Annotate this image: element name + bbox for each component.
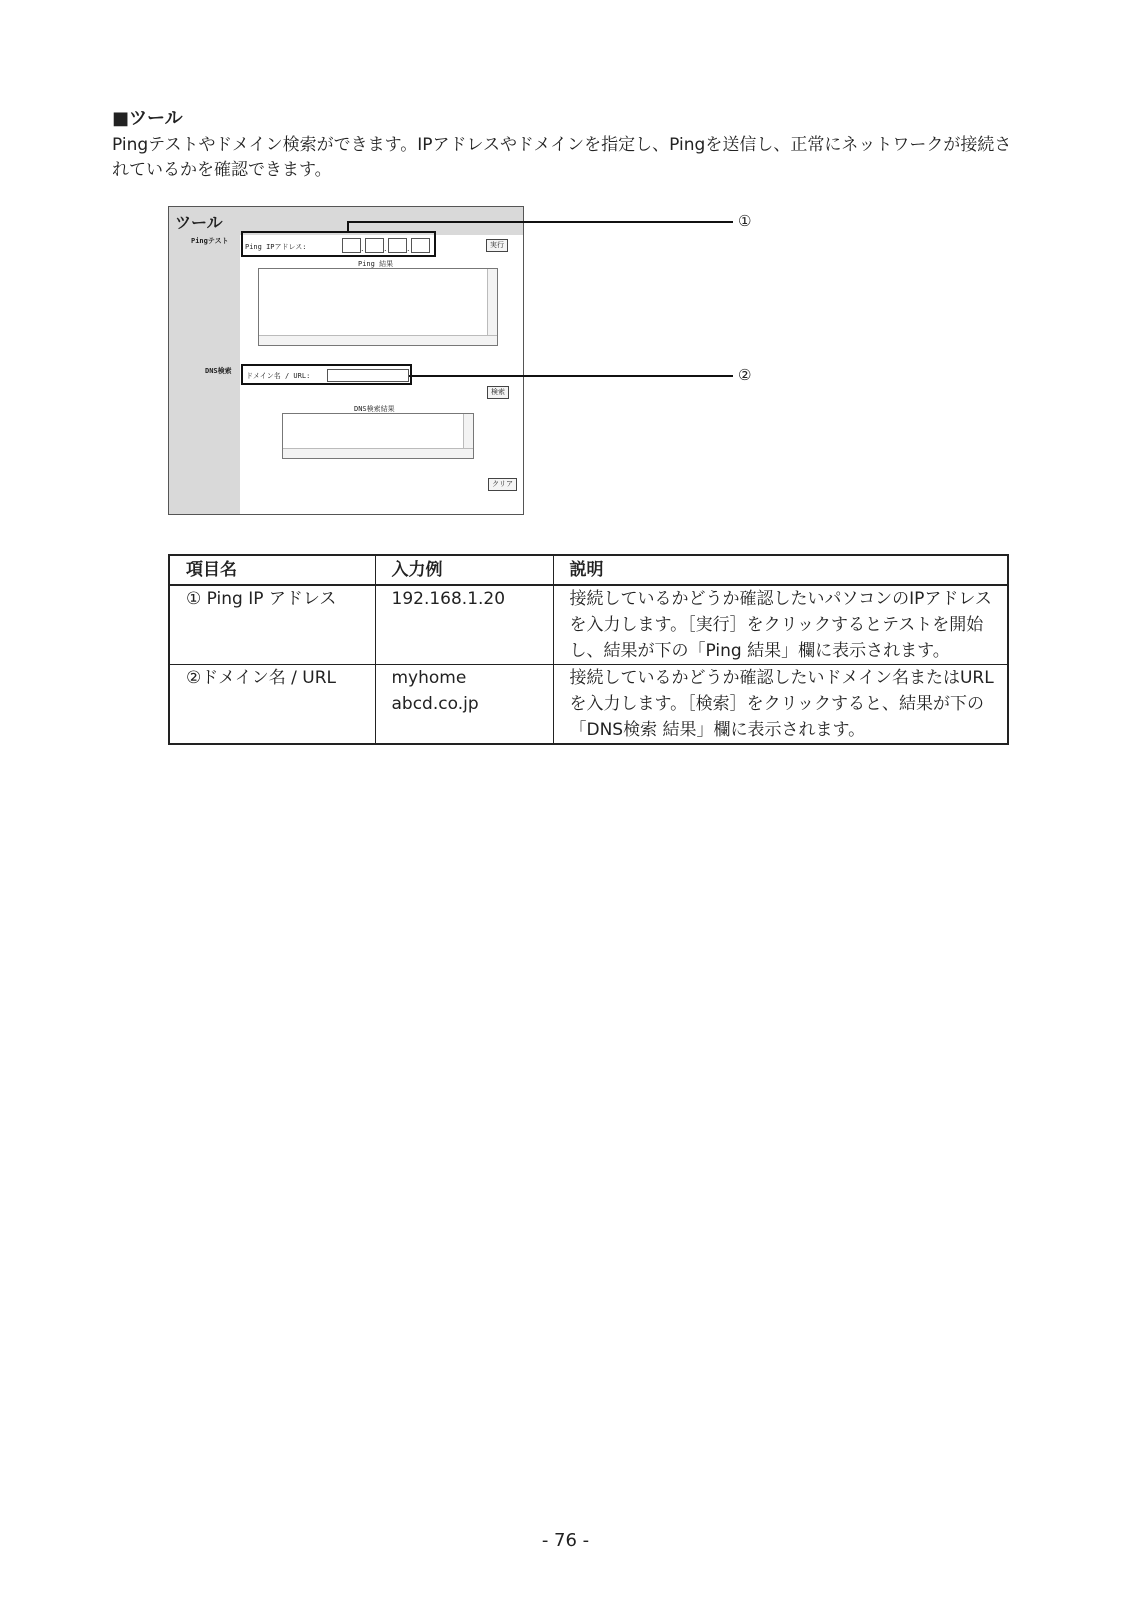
ping-result-textarea[interactable] [258,268,498,346]
row-description: 接続しているかどうか確認したいドメイン名またはURLを入力します。［検索］をクリックすると、結果が下の「DNS検索 結果」欄に表示されます。 [553,665,1008,745]
row-description: 接続しているかどうか確認したいパソコンのIPアドレスを入力します。［実行］をクリックするとテストを開始し、結果が下の「Ping 結果」欄に表示されます。 [553,585,1008,665]
callout-1-highlight [241,231,436,257]
page-number: - 76 - [541,1530,590,1551]
tool-screenshot [168,206,524,515]
ip-separator: . [384,244,387,253]
ping-result-label: Ping 結果 [358,260,394,268]
row-input-example: 192.168.1.20 [375,585,553,665]
dns-result-label: DNS検索結果 [354,405,395,413]
table-row [169,585,1008,665]
callout-2-leader [409,375,733,377]
vertical-scrollbar[interactable] [487,269,497,336]
horizontal-scrollbar[interactable] [283,448,473,458]
callout-1-leader [347,221,733,223]
callout-2-highlight [241,364,412,385]
ping-ip-label: Ping IPアドレス: [245,243,307,251]
dns-result-textarea[interactable] [282,413,474,459]
screenshot-title: ツール [175,213,223,232]
ip-separator: . [361,244,364,253]
horizontal-scrollbar[interactable] [259,335,497,345]
dns-section-label: DNS検索 [205,367,232,375]
row-item-name: ②ドメイン名 / URL [169,665,375,745]
header-input-example: 入力例 [375,555,553,585]
header-item-name: 項目名 [169,555,375,585]
ip-separator: . [407,244,410,253]
row-input-example: myhome abcd.co.jp [375,665,553,745]
row-item-name: ① Ping IP アドレス [169,585,375,665]
item-description-table [168,554,1009,745]
callout-2-marker: ② [738,366,752,384]
search-button[interactable]: 検索 [487,386,509,399]
domain-label: ドメイン名 / URL: [246,372,311,380]
screenshot-sidebar [169,207,240,514]
run-button[interactable]: 実行 [486,239,508,252]
vertical-scrollbar[interactable] [463,414,473,449]
section-heading: ■ツール [112,108,183,129]
table-row [169,665,1008,745]
callout-1-marker: ① [738,212,752,230]
clear-button[interactable]: クリア [488,478,517,491]
table-header-row [169,555,1008,585]
ping-section-label: Pingテスト [191,237,229,245]
header-description: 説明 [553,555,1008,585]
intro-paragraph: Pingテストやドメイン検索ができます。IPアドレスやドメインを指定し、Pingを送信し、正常にネットワークが接続されているかを確認できます。 [112,135,1012,180]
